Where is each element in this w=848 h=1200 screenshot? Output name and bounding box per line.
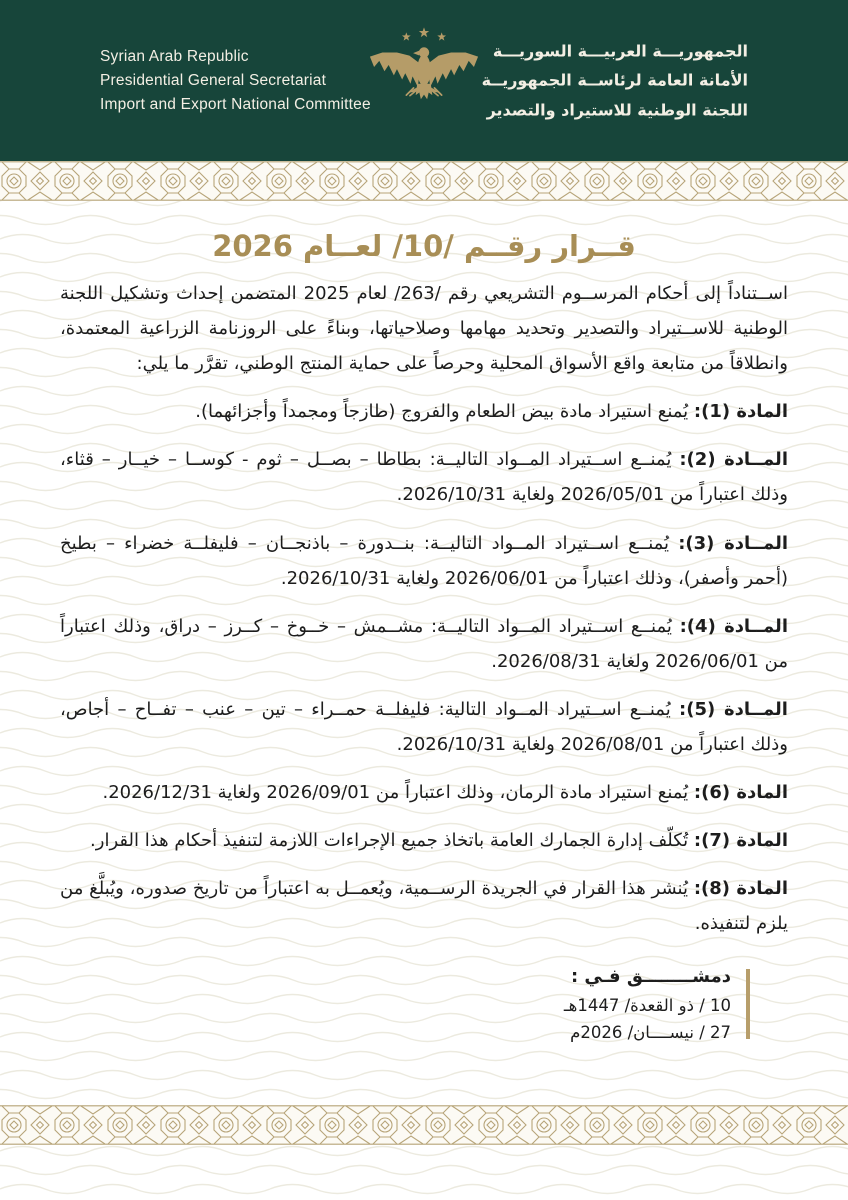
article-3-label: المــادة (3): <box>678 532 788 554</box>
header-arabic-titles <box>482 36 748 125</box>
article-6-text: يُمنع استيراد مادة الرمان، وذلك اعتباراً من 2026/09/01 ولغاية 2026/12/31. <box>102 782 689 804</box>
signature-block <box>564 966 750 1046</box>
article-2-text: يُمنــع اســتيراد المــواد التاليــة: بطاطا – بصــل – ثوم - كوســا – خيــار – قثاء، وذلك اعتباراً من 2026/05/01 ولغاية 2026/10/31. <box>60 449 788 506</box>
header-arabic-line-3: اللجنة الوطنية للاستيراد والتصدير <box>486 100 748 120</box>
header-english-line-2: Presidential General Secretariat <box>100 71 327 89</box>
ornamental-border-bottom <box>0 1105 848 1145</box>
article-8-text: يُنشر هذا القرار في الجريدة الرســمية، ويُعمــل به اعتباراً من تاريخ صدوره، ويُبلَّغ من يلزم لتنفيذه. <box>60 878 788 935</box>
header-arabic-line-1: الجمهوريـــة العربيـــة السوريـــة <box>492 41 748 61</box>
geometric-ornament-icon <box>0 1105 848 1145</box>
header-arabic-line-2: الأمانة العامة لرئاســة الجمهوريــة <box>481 70 748 90</box>
article-3 <box>60 526 788 596</box>
article-6 <box>60 775 788 810</box>
article-5 <box>60 692 788 762</box>
article-2-label: المــادة (2): <box>679 449 788 471</box>
signature-hijri-date: 10 / ذو القعدة/ 1447هـ <box>563 995 731 1015</box>
decree-preamble: اســتناداً إلى أحكام المرســوم التشريعي رقم /263/ لعام 2025 المتضمن إحداث وتشكيل اللجنة الوطنية للاســتيراد والتصدير وتحديد مهامها وصلاحياتها، وبناءً على الروزنامة الزراعية المعتمدة، وانطلاقاً من متابعة واقع الأسواق المحلية وحرصاً على حماية المنتج الوطني، تقرَّر ما يلي: <box>60 283 788 375</box>
article-3-text: يُمنــع اســتيراد المــواد التاليــة: بنــدورة – باذنجــان – فليفلــة خضراء – بطيخ (أحمر وأصفر)، وذلك اعتباراً من 2026/06/01 ولغاية 2026/10/31. <box>60 532 788 589</box>
article-6-label: المادة (6): <box>693 782 788 804</box>
article-7 <box>60 823 788 858</box>
star-icon <box>437 32 446 40</box>
article-7-text: تُكلّف إدارة الجمارك العامة باتخاذ جميع الإجراءات اللازمة لتنفيذ أحكام هذا القرار. <box>90 830 689 852</box>
article-5-text: يُمنــع اســتيراد المــواد التالية: فليفلــة حمــراء – تين – عنب – تفــاح – أجاص، وذلك اعتباراً من 2026/08/01 ولغاية 2026/10/31. <box>60 698 788 756</box>
article-4 <box>60 609 788 679</box>
header-banner <box>0 0 848 161</box>
article-1 <box>60 394 788 429</box>
article-8-label: المادة (8): <box>693 878 788 900</box>
article-5-label: المــادة (5): <box>679 698 788 720</box>
ornamental-border-top <box>0 161 848 201</box>
header-english-line-1: Syrian Arab Republic <box>100 47 249 65</box>
article-1-label: المادة (1): <box>693 401 788 423</box>
syrian-eagle-emblem-icon <box>361 26 487 135</box>
signature-place: دمشــــــــق فـي : <box>570 965 731 987</box>
article-1-text: يُمنع استيراد مادة بيض الطعام والفروج (طازجاً ومجمداً وأجزائهما). <box>195 401 689 423</box>
decree-title: قــرار رقــم /10/ لعــام 2026 <box>212 229 636 263</box>
article-4-label: المــادة (4): <box>679 615 788 637</box>
header-english-line-3: Import and Export National Committee <box>100 95 371 113</box>
signature-gold-bar <box>746 969 750 1039</box>
article-8 <box>60 871 788 941</box>
decree-body <box>0 201 848 1046</box>
article-4-text: يُمنــع اســتيراد المــواد التاليــة: مشــمش – خــوخ – كــرز – دراق، وذلك اعتباراً من 2026/06/01 ولغاية 2026/08/31. <box>60 615 788 672</box>
article-2 <box>60 442 788 512</box>
signature-gregorian-date: 27 / نيســــان/ 2026م <box>570 1022 731 1042</box>
star-icon <box>402 32 411 40</box>
article-7-label: المادة (7): <box>693 830 788 852</box>
star-icon <box>419 27 429 37</box>
header-english-titles <box>100 44 371 116</box>
signature-text <box>564 966 731 1046</box>
geometric-ornament-icon <box>0 161 848 201</box>
